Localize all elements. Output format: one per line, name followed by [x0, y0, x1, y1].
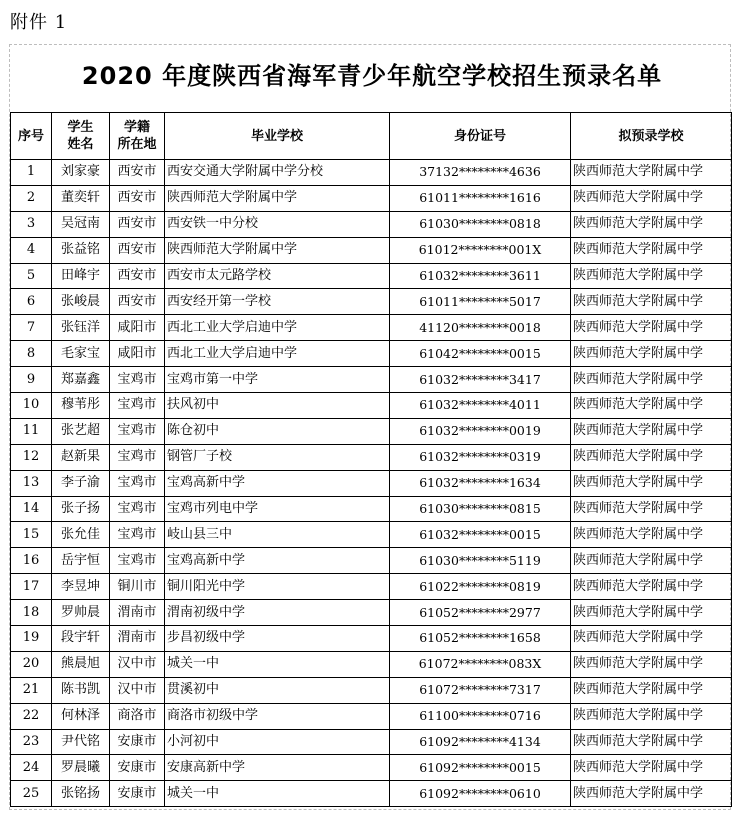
cell-no: 22 — [11, 703, 52, 729]
cell-admit: 陕西师范大学附属中学 — [571, 393, 732, 419]
cell-school: 西安铁一中分校 — [165, 211, 390, 237]
cell-region: 安康市 — [110, 729, 165, 755]
cell-region: 汉中市 — [110, 651, 165, 677]
table-row — [11, 781, 732, 807]
cell-id: 61032********0319 — [390, 444, 571, 470]
header-region — [110, 113, 165, 160]
header-no: 序号 — [11, 113, 52, 160]
table-row — [11, 651, 732, 677]
cell-no: 6 — [11, 289, 52, 315]
cell-admit: 陕西师范大学附属中学 — [571, 781, 732, 807]
cell-school: 安康高新中学 — [165, 755, 390, 781]
cell-id: 41120********0018 — [390, 315, 571, 341]
table-row — [11, 522, 732, 548]
table-row — [11, 367, 732, 393]
cell-name: 段宇轩 — [52, 626, 110, 652]
cell-region: 西安市 — [110, 263, 165, 289]
table-row — [11, 160, 732, 186]
cell-admit: 陕西师范大学附属中学 — [571, 315, 732, 341]
cell-no: 23 — [11, 729, 52, 755]
table-row — [11, 211, 732, 237]
cell-school: 陈仓初中 — [165, 418, 390, 444]
cell-name: 毛家宝 — [52, 341, 110, 367]
header-name — [52, 113, 110, 160]
cell-school: 铜川阳光中学 — [165, 574, 390, 600]
cell-id: 61030********0818 — [390, 211, 571, 237]
cell-id: 61032********3417 — [390, 367, 571, 393]
attachment-label: 附件 1 — [10, 12, 68, 33]
cell-id: 61032********0019 — [390, 418, 571, 444]
cell-admit: 陕西师范大学附属中学 — [571, 444, 732, 470]
cell-no: 24 — [11, 755, 52, 781]
cell-admit: 陕西师范大学附属中学 — [571, 418, 732, 444]
cell-region: 宝鸡市 — [110, 470, 165, 496]
cell-no: 1 — [11, 160, 52, 186]
cell-admit: 陕西师范大学附属中学 — [571, 703, 732, 729]
table-row — [11, 600, 732, 626]
cell-region: 宝鸡市 — [110, 522, 165, 548]
cell-region: 西安市 — [110, 185, 165, 211]
cell-name: 李子渝 — [52, 470, 110, 496]
cell-school: 陕西师范大学附属中学 — [165, 185, 390, 211]
cell-no: 14 — [11, 496, 52, 522]
cell-id: 61092********0015 — [390, 755, 571, 781]
cell-no: 19 — [11, 626, 52, 652]
cell-school: 西安交通大学附属中学分校 — [165, 160, 390, 186]
cell-id: 61100********0716 — [390, 703, 571, 729]
table-row — [11, 626, 732, 652]
cell-region: 西安市 — [110, 237, 165, 263]
table-header-row — [11, 113, 732, 160]
cell-region: 渭南市 — [110, 600, 165, 626]
table-row — [11, 237, 732, 263]
cell-school: 岐山县三中 — [165, 522, 390, 548]
cell-admit: 陕西师范大学附属中学 — [571, 211, 732, 237]
cell-no: 2 — [11, 185, 52, 211]
cell-region: 宝鸡市 — [110, 418, 165, 444]
cell-no: 15 — [11, 522, 52, 548]
cell-region: 安康市 — [110, 755, 165, 781]
cell-school: 城关一中 — [165, 781, 390, 807]
cell-admit: 陕西师范大学附属中学 — [571, 160, 732, 186]
cell-region: 宝鸡市 — [110, 367, 165, 393]
cell-region: 西安市 — [110, 211, 165, 237]
cell-name: 刘家豪 — [52, 160, 110, 186]
cell-school: 钢管厂子校 — [165, 444, 390, 470]
cell-name: 岳宇恒 — [52, 548, 110, 574]
cell-no: 12 — [11, 444, 52, 470]
cell-name: 何林泽 — [52, 703, 110, 729]
cell-admit: 陕西师范大学附属中学 — [571, 522, 732, 548]
cell-name: 陈书凯 — [52, 677, 110, 703]
cell-admit: 陕西师范大学附属中学 — [571, 237, 732, 263]
cell-no: 16 — [11, 548, 52, 574]
cell-region: 西安市 — [110, 160, 165, 186]
cell-no: 18 — [11, 600, 52, 626]
cell-no: 7 — [11, 315, 52, 341]
cell-admit: 陕西师范大学附属中学 — [571, 496, 732, 522]
cell-admit: 陕西师范大学附属中学 — [571, 677, 732, 703]
cell-region: 铜川市 — [110, 574, 165, 600]
cell-region: 汉中市 — [110, 677, 165, 703]
cell-admit: 陕西师范大学附属中学 — [571, 600, 732, 626]
table-row — [11, 315, 732, 341]
cell-id: 61042********0015 — [390, 341, 571, 367]
cell-school: 扶风初中 — [165, 393, 390, 419]
cell-name: 吴冠南 — [52, 211, 110, 237]
cell-region: 咸阳市 — [110, 341, 165, 367]
cell-no: 10 — [11, 393, 52, 419]
cell-admit: 陕西师范大学附属中学 — [571, 341, 732, 367]
table-row — [11, 444, 732, 470]
cell-school: 宝鸡高新中学 — [165, 470, 390, 496]
table-row — [11, 341, 732, 367]
header-id: 身份证号 — [390, 113, 571, 160]
table-row — [11, 677, 732, 703]
cell-school: 渭南初级中学 — [165, 600, 390, 626]
cell-name: 张铭扬 — [52, 781, 110, 807]
cell-admit: 陕西师范大学附属中学 — [571, 574, 732, 600]
header-region-line1: 学籍 — [123, 120, 150, 135]
cell-name: 赵新果 — [52, 444, 110, 470]
table-row — [11, 470, 732, 496]
cell-region: 西安市 — [110, 289, 165, 315]
cell-school: 宝鸡高新中学 — [165, 548, 390, 574]
cell-admit: 陕西师范大学附属中学 — [571, 367, 732, 393]
cell-region: 商洛市 — [110, 703, 165, 729]
table-row — [11, 755, 732, 781]
cell-region: 宝鸡市 — [110, 496, 165, 522]
cell-name: 熊晨旭 — [52, 651, 110, 677]
cell-id: 61012********001X — [390, 237, 571, 263]
cell-name: 李昱坤 — [52, 574, 110, 600]
cell-id: 61011********1616 — [390, 185, 571, 211]
cell-name: 尹代铭 — [52, 729, 110, 755]
cell-no: 11 — [11, 418, 52, 444]
cell-no: 25 — [11, 781, 52, 807]
table-row — [11, 289, 732, 315]
cell-name: 董奕轩 — [52, 185, 110, 211]
table-row — [11, 418, 732, 444]
cell-no: 20 — [11, 651, 52, 677]
cell-admit: 陕西师范大学附属中学 — [571, 755, 732, 781]
cell-id: 61052********2977 — [390, 600, 571, 626]
cell-name: 罗帅晨 — [52, 600, 110, 626]
cell-school: 贯溪初中 — [165, 677, 390, 703]
cell-no: 9 — [11, 367, 52, 393]
cell-id: 61052********1658 — [390, 626, 571, 652]
cell-name: 穆苇彤 — [52, 393, 110, 419]
table-row — [11, 574, 732, 600]
table-row — [11, 393, 732, 419]
cell-admit: 陕西师范大学附属中学 — [571, 185, 732, 211]
admission-table — [10, 112, 732, 807]
cell-school: 步昌初级中学 — [165, 626, 390, 652]
cell-no: 21 — [11, 677, 52, 703]
cell-id: 37132********4636 — [390, 160, 571, 186]
cell-name: 张益铭 — [52, 237, 110, 263]
cell-id: 61092********0610 — [390, 781, 571, 807]
cell-region: 咸阳市 — [110, 315, 165, 341]
table-row — [11, 263, 732, 289]
cell-id: 61030********0815 — [390, 496, 571, 522]
table-row — [11, 548, 732, 574]
table-row — [11, 703, 732, 729]
cell-name: 罗晨曦 — [52, 755, 110, 781]
table-row — [11, 185, 732, 211]
cell-admit: 陕西师范大学附属中学 — [571, 729, 732, 755]
cell-id: 61011********5017 — [390, 289, 571, 315]
cell-admit: 陕西师范大学附属中学 — [571, 651, 732, 677]
cell-name: 张允佳 — [52, 522, 110, 548]
table-row — [11, 729, 732, 755]
cell-school: 西安经开第一学校 — [165, 289, 390, 315]
cell-school: 陕西师范大学附属中学 — [165, 237, 390, 263]
cell-school: 商洛市初级中学 — [165, 703, 390, 729]
cell-school: 城关一中 — [165, 651, 390, 677]
cell-no: 17 — [11, 574, 52, 600]
cell-admit: 陕西师范大学附属中学 — [571, 263, 732, 289]
cell-school: 宝鸡市列电中学 — [165, 496, 390, 522]
cell-name: 张峻晨 — [52, 289, 110, 315]
cell-no: 5 — [11, 263, 52, 289]
cell-school: 小河初中 — [165, 729, 390, 755]
header-school: 毕业学校 — [165, 113, 390, 160]
cell-region: 宝鸡市 — [110, 393, 165, 419]
cell-name: 郑嘉鑫 — [52, 367, 110, 393]
cell-name: 田峰宇 — [52, 263, 110, 289]
page-title: 2020 年度陕西省海军青少年航空学校招生预录名单 — [81, 62, 663, 90]
cell-region: 宝鸡市 — [110, 444, 165, 470]
cell-id: 61022********0819 — [390, 574, 571, 600]
cell-no: 4 — [11, 237, 52, 263]
cell-name: 张子扬 — [52, 496, 110, 522]
header-name-line1: 学生 — [67, 120, 94, 135]
cell-name: 张钰洋 — [52, 315, 110, 341]
cell-school: 西北工业大学启迪中学 — [165, 315, 390, 341]
cell-name: 张艺超 — [52, 418, 110, 444]
cell-region: 安康市 — [110, 781, 165, 807]
cell-id: 61092********4134 — [390, 729, 571, 755]
header-name-line2: 姓名 — [67, 137, 94, 152]
cell-admit: 陕西师范大学附属中学 — [571, 470, 732, 496]
header-region-line2: 所在地 — [117, 137, 157, 152]
cell-admit: 陕西师范大学附属中学 — [571, 626, 732, 652]
cell-admit: 陕西师范大学附属中学 — [571, 289, 732, 315]
cell-id: 61072********083X — [390, 651, 571, 677]
cell-no: 3 — [11, 211, 52, 237]
cell-admit: 陕西师范大学附属中学 — [571, 548, 732, 574]
cell-school: 西北工业大学启迪中学 — [165, 341, 390, 367]
header-admit: 拟预录学校 — [571, 113, 732, 160]
cell-no: 8 — [11, 341, 52, 367]
cell-region: 渭南市 — [110, 626, 165, 652]
cell-school: 西安市太元路学校 — [165, 263, 390, 289]
cell-id: 61032********0015 — [390, 522, 571, 548]
cell-no: 13 — [11, 470, 52, 496]
cell-id: 61072********7317 — [390, 677, 571, 703]
cell-id: 61032********4011 — [390, 393, 571, 419]
cell-school: 宝鸡市第一中学 — [165, 367, 390, 393]
cell-region: 宝鸡市 — [110, 548, 165, 574]
table-row — [11, 496, 732, 522]
cell-id: 61030********5119 — [390, 548, 571, 574]
cell-id: 61032********1634 — [390, 470, 571, 496]
cell-id: 61032********3611 — [390, 263, 571, 289]
